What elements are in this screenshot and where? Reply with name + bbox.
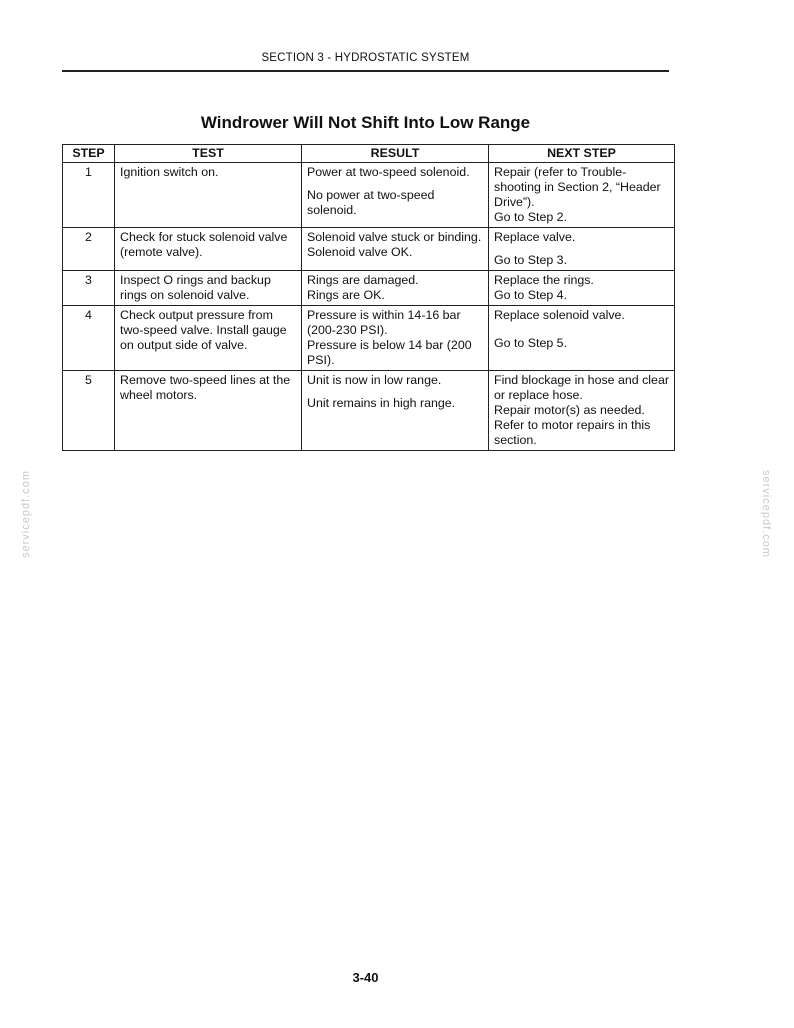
next-step-cell <box>489 163 675 228</box>
page-number: 3-40 <box>352 970 379 985</box>
table-row <box>63 271 675 306</box>
result-cell <box>302 163 489 228</box>
next-a: Replace valve. <box>494 230 576 244</box>
result-b: Pressure is below 14 bar (200 PSI). <box>307 338 472 367</box>
troubleshooting-table <box>62 144 675 451</box>
header-step: STEP <box>63 145 115 163</box>
table-row <box>63 163 675 228</box>
watermark-left: servicepdf.com <box>20 470 32 558</box>
result-a: Power at two-speed solenoid. <box>307 165 470 179</box>
next-step-cell <box>489 306 675 371</box>
page-title: Windrower Will Not Shift Into Low Range <box>200 113 531 132</box>
step-number: 5 <box>63 371 115 451</box>
header-rule <box>62 70 669 72</box>
step-number: 3 <box>63 271 115 306</box>
next-step-cell <box>489 271 675 306</box>
header-next-step: NEXT STEP <box>489 145 675 163</box>
next-b: Repair motor(s) as needed. Refer to motor repairs in this section. <box>494 403 651 447</box>
result-cell <box>302 228 489 271</box>
watermark-right: servicepdf.com <box>760 470 772 558</box>
result-a: Rings are damaged. <box>307 273 419 287</box>
test-cell: Check output pressure from two-speed valve. Install gauge on output side of valve. <box>115 306 302 371</box>
step-number: 2 <box>63 228 115 271</box>
next-b: Go to Step 4. <box>494 288 568 302</box>
next-b: Go to Step 2. <box>494 210 568 224</box>
test-cell: Ignition switch on. <box>115 163 302 228</box>
header-result: RESULT <box>302 145 489 163</box>
next-a: Find blockage in hose and clear or replace hose. <box>494 373 669 402</box>
test-cell: Check for stuck solenoid valve (remote valve). <box>115 228 302 271</box>
next-a: Replace the rings. <box>494 273 594 287</box>
result-b: Unit remains in high range. <box>307 396 456 410</box>
next-step-cell <box>489 228 675 271</box>
next-b: Go to Step 3. <box>494 253 568 267</box>
result-a: Unit is now in low range. <box>307 373 442 387</box>
result-cell <box>302 371 489 451</box>
step-number: 1 <box>63 163 115 228</box>
table-row <box>63 371 675 451</box>
result-a: Pressure is within 14-16 bar (200-230 PSI). <box>307 308 461 337</box>
table-header-row <box>63 145 675 163</box>
next-a: Repair (refer to Trouble-shooting in Section 2, “Header Drive”). <box>494 165 661 209</box>
next-a: Replace solenoid valve. <box>494 308 625 322</box>
section-header: SECTION 3 - HYDROSTATIC SYSTEM <box>261 52 470 64</box>
result-cell <box>302 306 489 371</box>
table-row <box>63 306 675 371</box>
result-a: Solenoid valve stuck or binding. <box>307 230 482 244</box>
header-test: TEST <box>115 145 302 163</box>
result-cell <box>302 271 489 306</box>
next-b: Go to Step 5. <box>494 336 568 350</box>
test-cell: Remove two-speed lines at the wheel motors. <box>115 371 302 451</box>
result-b: Solenoid valve OK. <box>307 245 413 259</box>
result-b: Rings are OK. <box>307 288 385 302</box>
result-b: No power at two-speed solenoid. <box>307 188 435 217</box>
table-row <box>63 228 675 271</box>
step-number: 4 <box>63 306 115 371</box>
test-cell: Inspect O rings and backup rings on solenoid valve. <box>115 271 302 306</box>
next-step-cell <box>489 371 675 451</box>
